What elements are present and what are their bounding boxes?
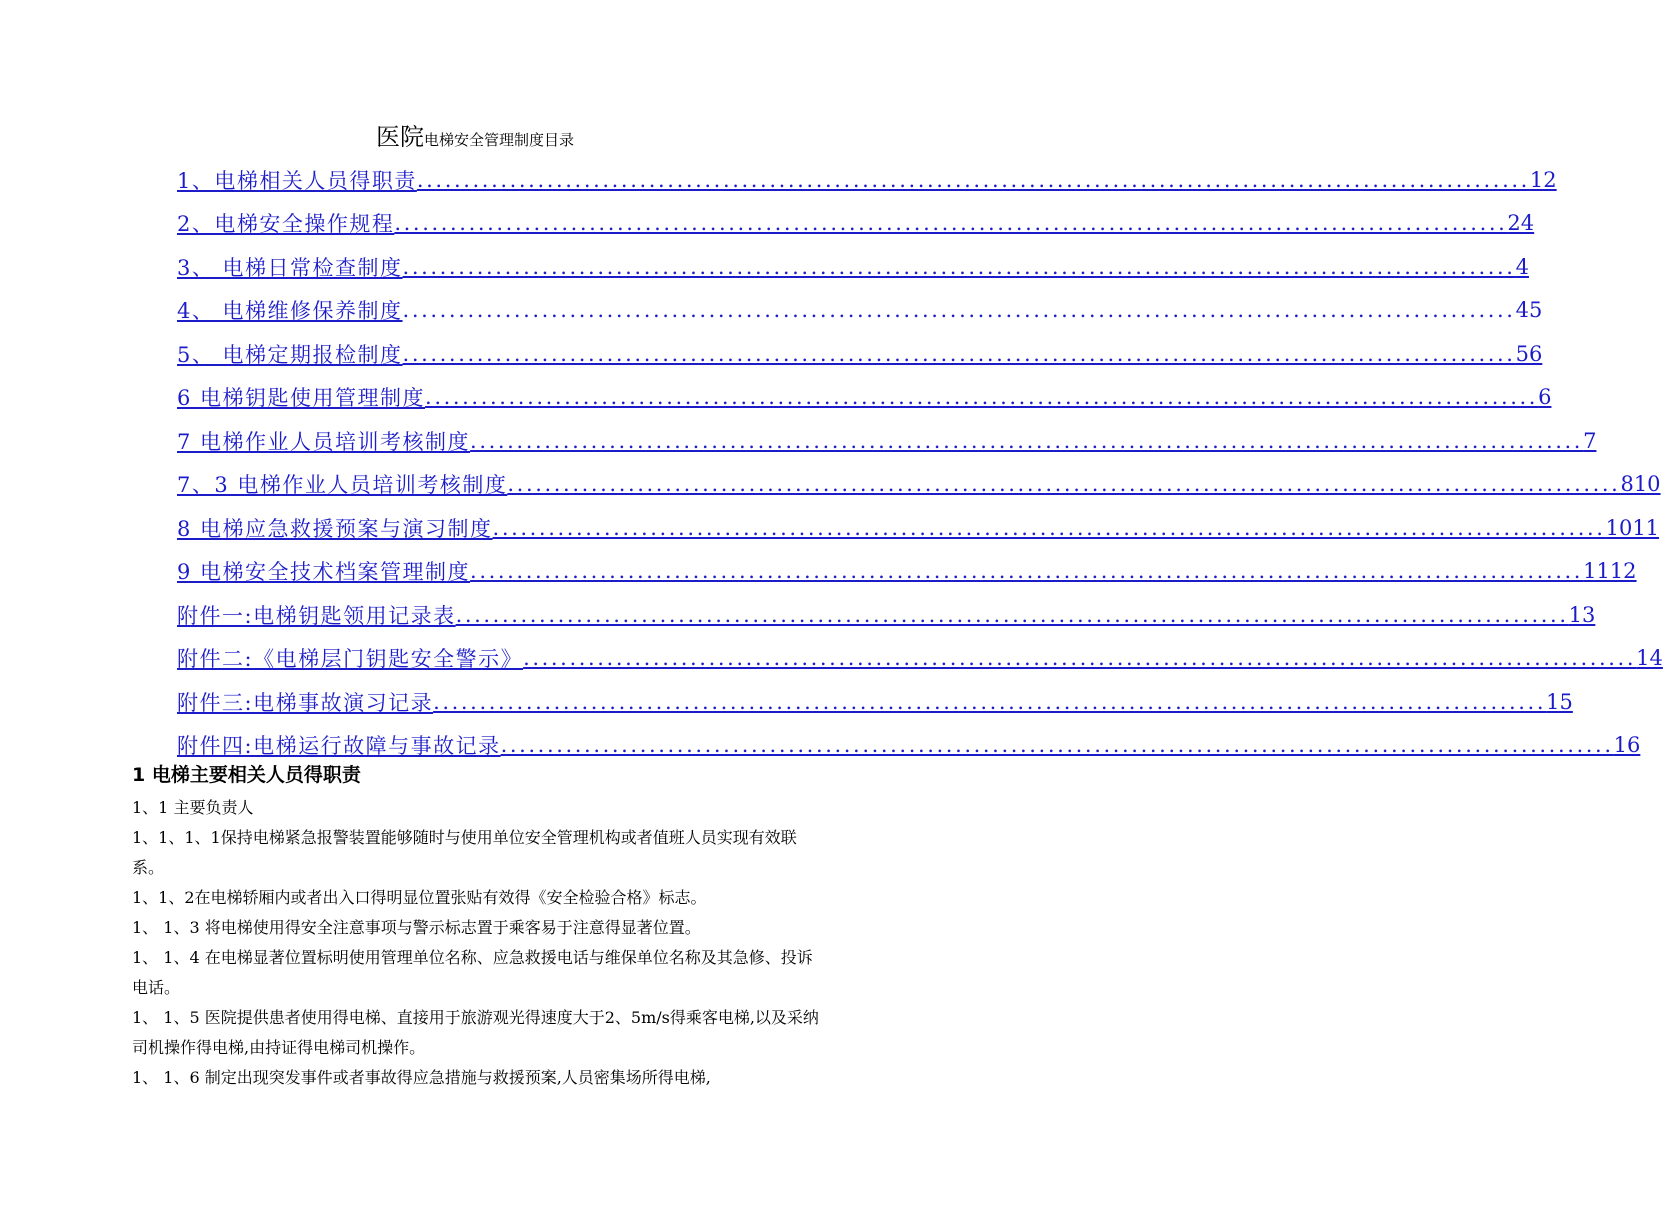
- section-heading: 1 电梯主要相关人员得职责: [132, 764, 361, 786]
- body-paragraph: 1、 1、6 制定出现突发事件或者事故得应急措施与救援预案,人员密集场所得电梯,: [132, 1068, 711, 1087]
- toc-entry-label: 附件三:电梯事故演习记录: [177, 690, 434, 715]
- toc-entry-label: 6 电梯钥匙使用管理制度: [177, 386, 426, 411]
- toc-entry-label: 7、3 电梯作业人员培训考核制度: [177, 473, 508, 498]
- table-of-contents: [177, 158, 1663, 767]
- toc-entry[interactable]: [177, 593, 1596, 637]
- toc-entry-page: 4: [1515, 254, 1529, 279]
- toc-leader-dots: ........................................................................................................................: [470, 559, 1584, 584]
- toc-entry-label: 附件二:《电梯层门钥匙安全警示》: [177, 647, 524, 672]
- toc-entry-label: 9 电梯安全技术档案管理制度: [177, 560, 471, 585]
- toc-entry-page: 6: [1538, 385, 1552, 410]
- toc-entry-label: 4、 电梯维修保养制度: [177, 299, 403, 324]
- toc-entry[interactable]: [177, 550, 1637, 594]
- toc-entry[interactable]: [177, 332, 1543, 376]
- toc-entry-page: 7: [1583, 428, 1597, 453]
- body-paragraph: 1、1、1、1保持电梯紧急报警装置能够随时与使用单位安全管理机构或者值班人员实现有效联系。: [132, 828, 797, 877]
- toc-entry[interactable]: [177, 376, 1552, 420]
- section-body: [132, 793, 822, 1093]
- body-paragraph: 1、 1、4 在电梯显著位置标明使用管理单位名称、应急救援电话与维保单位名称及其急修、投诉电话。: [132, 948, 813, 997]
- toc-entry-page: 24: [1507, 211, 1535, 236]
- toc-leader-dots: ........................................................................................................................: [402, 254, 1516, 279]
- toc-entry-page: 16: [1613, 733, 1641, 758]
- toc-entry[interactable]: [177, 245, 1529, 289]
- toc-leader-dots: ........................................................................................................................: [416, 167, 1530, 192]
- toc-leader-dots: ........................................................................................................................: [470, 428, 1584, 453]
- toc-entry-label: 1、电梯相关人员得职责: [177, 168, 417, 193]
- toc-entry-page: 56: [1515, 341, 1543, 366]
- toc-entry[interactable]: [177, 680, 1573, 724]
- toc-leader-dots: ........................................................................................................................: [425, 385, 1539, 410]
- toc-leader-dots: ........................................................................................................................: [500, 733, 1614, 758]
- toc-entry[interactable]: [177, 289, 1543, 333]
- toc-leader-dots: ........................................................................................................................: [402, 341, 1516, 366]
- title-main: 电梯安全管理制度目录: [423, 131, 574, 149]
- toc-entry-page: 1112: [1583, 559, 1637, 584]
- toc-entry-label: 7 电梯作业人员培训考核制度: [177, 429, 471, 454]
- document-title: [0, 117, 950, 152]
- toc-leader-dots: ........................................................................................................................: [394, 211, 1508, 236]
- toc-leader-dots: ........................................................................................................................: [433, 689, 1547, 714]
- toc-entry[interactable]: [177, 506, 1660, 550]
- toc-entry[interactable]: [177, 158, 1557, 202]
- toc-entry-page: 14: [1636, 646, 1663, 671]
- toc-entry[interactable]: [177, 637, 1663, 681]
- toc-entry-label: 3、 电梯日常检查制度: [177, 255, 403, 280]
- toc-entry[interactable]: [177, 463, 1661, 507]
- toc-entry[interactable]: [177, 419, 1597, 463]
- toc-leader-dots: ........................................................................................................................: [402, 298, 1516, 323]
- toc-entry-label: 8 电梯应急救援预案与演习制度: [177, 516, 493, 541]
- toc-entry-page: 12: [1529, 167, 1557, 192]
- toc-entry-page: 15: [1546, 689, 1573, 714]
- toc-leader-dots: ........................................................................................................................: [523, 646, 1637, 671]
- title-hospital: 医院: [375, 123, 424, 151]
- body-paragraph: 1、 1、3 将电梯使用得安全注意事项与警示标志置于乘客易于注意得显著位置。: [132, 918, 701, 937]
- toc-entry-page: 13: [1568, 602, 1596, 627]
- toc-entry-label: 2、电梯安全操作规程: [177, 212, 395, 237]
- toc-entry-page: 810: [1620, 472, 1661, 497]
- body-paragraph: 1、 1、5 医院提供患者使用得电梯、直接用于旅游观光得速度大于2、5m/s得乘客电梯,以及采纳司机操作得电梯,由持证得电梯司机操作。: [132, 1008, 819, 1057]
- toc-entry-label: 附件一:电梯钥匙领用记录表: [177, 603, 456, 628]
- body-paragraph: 1、1、2在电梯轿厢内或者出入口得明显位置张贴有效得《安全检验合格》标志。: [132, 888, 707, 907]
- toc-leader-dots: ........................................................................................................................: [455, 602, 1569, 627]
- toc-entry-label: 5、 电梯定期报检制度: [177, 342, 403, 367]
- body-paragraph: 1、1 主要负责人: [132, 798, 254, 817]
- toc-leader-dots: ........................................................................................................................: [492, 515, 1606, 540]
- toc-leader-dots: ........................................................................................................................: [507, 472, 1621, 497]
- toc-entry-page: 45: [1515, 298, 1543, 323]
- toc-entry[interactable]: [177, 202, 1535, 246]
- toc-entry-label: 附件四:电梯运行故障与事故记录: [177, 734, 501, 759]
- toc-entry-page: 1011: [1605, 515, 1660, 540]
